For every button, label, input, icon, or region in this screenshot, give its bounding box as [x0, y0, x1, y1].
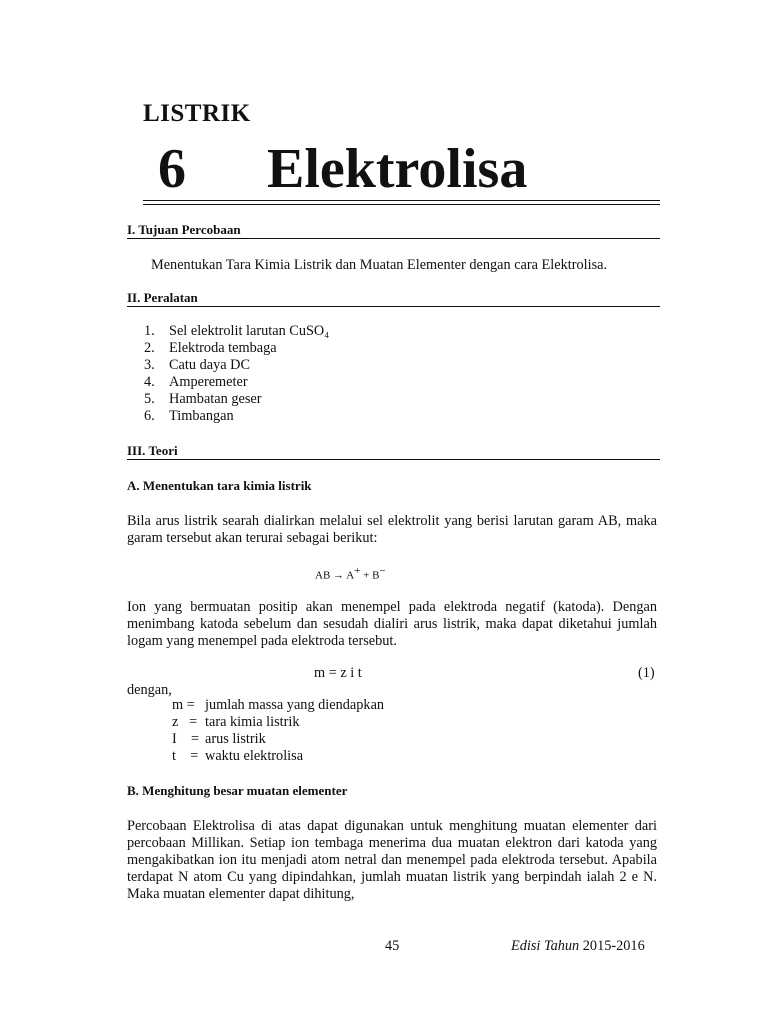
section-heading-teori: III. Teori — [127, 443, 178, 458]
theory-paragraph-2: Ion yang bermuatan positip akan menempel pada elektroda negatif (katoda). Dengan menimbang katoda sebelum dan sesudah dialiri arus listrik, maka dapat diketahui jumlah logam yang menempel pada elektroda tersebut. — [127, 599, 657, 649]
title-rule-bottom — [143, 204, 660, 205]
list-item: z = tara kimia listrik — [172, 714, 300, 730]
list-item: 6. Timbangan — [144, 408, 234, 424]
page-number: 45 — [385, 938, 400, 954]
section-rule-peralatan — [127, 306, 660, 307]
edition-years: 2015-2016 — [582, 938, 645, 954]
list-item: 2. Elektroda tembaga — [144, 340, 277, 356]
dengan-label: dengan, — [127, 682, 172, 698]
subsection-heading-b: B. Menghitung besar muatan elementer — [127, 783, 348, 798]
edition-footer — [511, 938, 645, 955]
reaction-equation: AB → A+ + B− — [315, 565, 386, 582]
equipment-list — [144, 323, 329, 425]
title-rule-top — [143, 200, 660, 201]
list-item: I = arus listrik — [172, 731, 266, 747]
list-item: m = jumlah massa yang diendapkan — [172, 697, 385, 713]
subsection-heading-a: A. Menentukan tara kimia listrik — [127, 478, 312, 493]
list-item: 5. Hambatan geser — [144, 391, 262, 407]
chapter-number: 6 — [158, 138, 186, 200]
section-heading-tujuan: I. Tujuan Percobaan — [127, 222, 241, 237]
list-item: t = waktu elektrolisa — [172, 748, 304, 764]
edition-label: Edisi Tahun — [511, 938, 580, 954]
section-rule-tujuan — [127, 238, 660, 239]
main-equation: m = z i t — [314, 665, 362, 681]
list-item: 1. Sel elektrolit larutan CuSO₄ — [144, 323, 330, 339]
variable-definitions — [172, 697, 384, 765]
theory-paragraph-3: Percobaan Elektrolisa di atas dapat digunakan untuk menghitung muatan elementer dari percobaan Millikan. Setiap ion tembaga menerima dua muatan elektron dari katoda yang mengakibatkan ion itu menjadi atom netral dan menempel pada elektroda tersebut. Apabila terdapat N atom Cu yang dipindahkan, jumlah muatan listrik yang berpindah ialah 2 e N. Maka muatan elementer dapat dihitung, — [127, 818, 657, 902]
chapter-title: Elektrolisa — [267, 138, 528, 200]
theory-paragraph-1: Bila arus listrik searah dialirkan melalui sel elektrolit yang berisi larutan garam AB, maka garam tersebut akan terurai sebagai berikut: — [127, 513, 657, 546]
section-heading-peralatan: II. Peralatan — [127, 290, 198, 305]
chapter-label: LISTRIK — [143, 100, 251, 127]
tujuan-text: Menentukan Tara Kimia Listrik dan Muatan Elementer dengan cara Elektrolisa. — [151, 257, 608, 273]
list-item: 3. Catu daya DC — [144, 357, 250, 373]
equation-number: (1) — [638, 665, 655, 681]
list-item: 4. Amperemeter — [144, 374, 248, 390]
section-rule-teori — [127, 459, 660, 460]
